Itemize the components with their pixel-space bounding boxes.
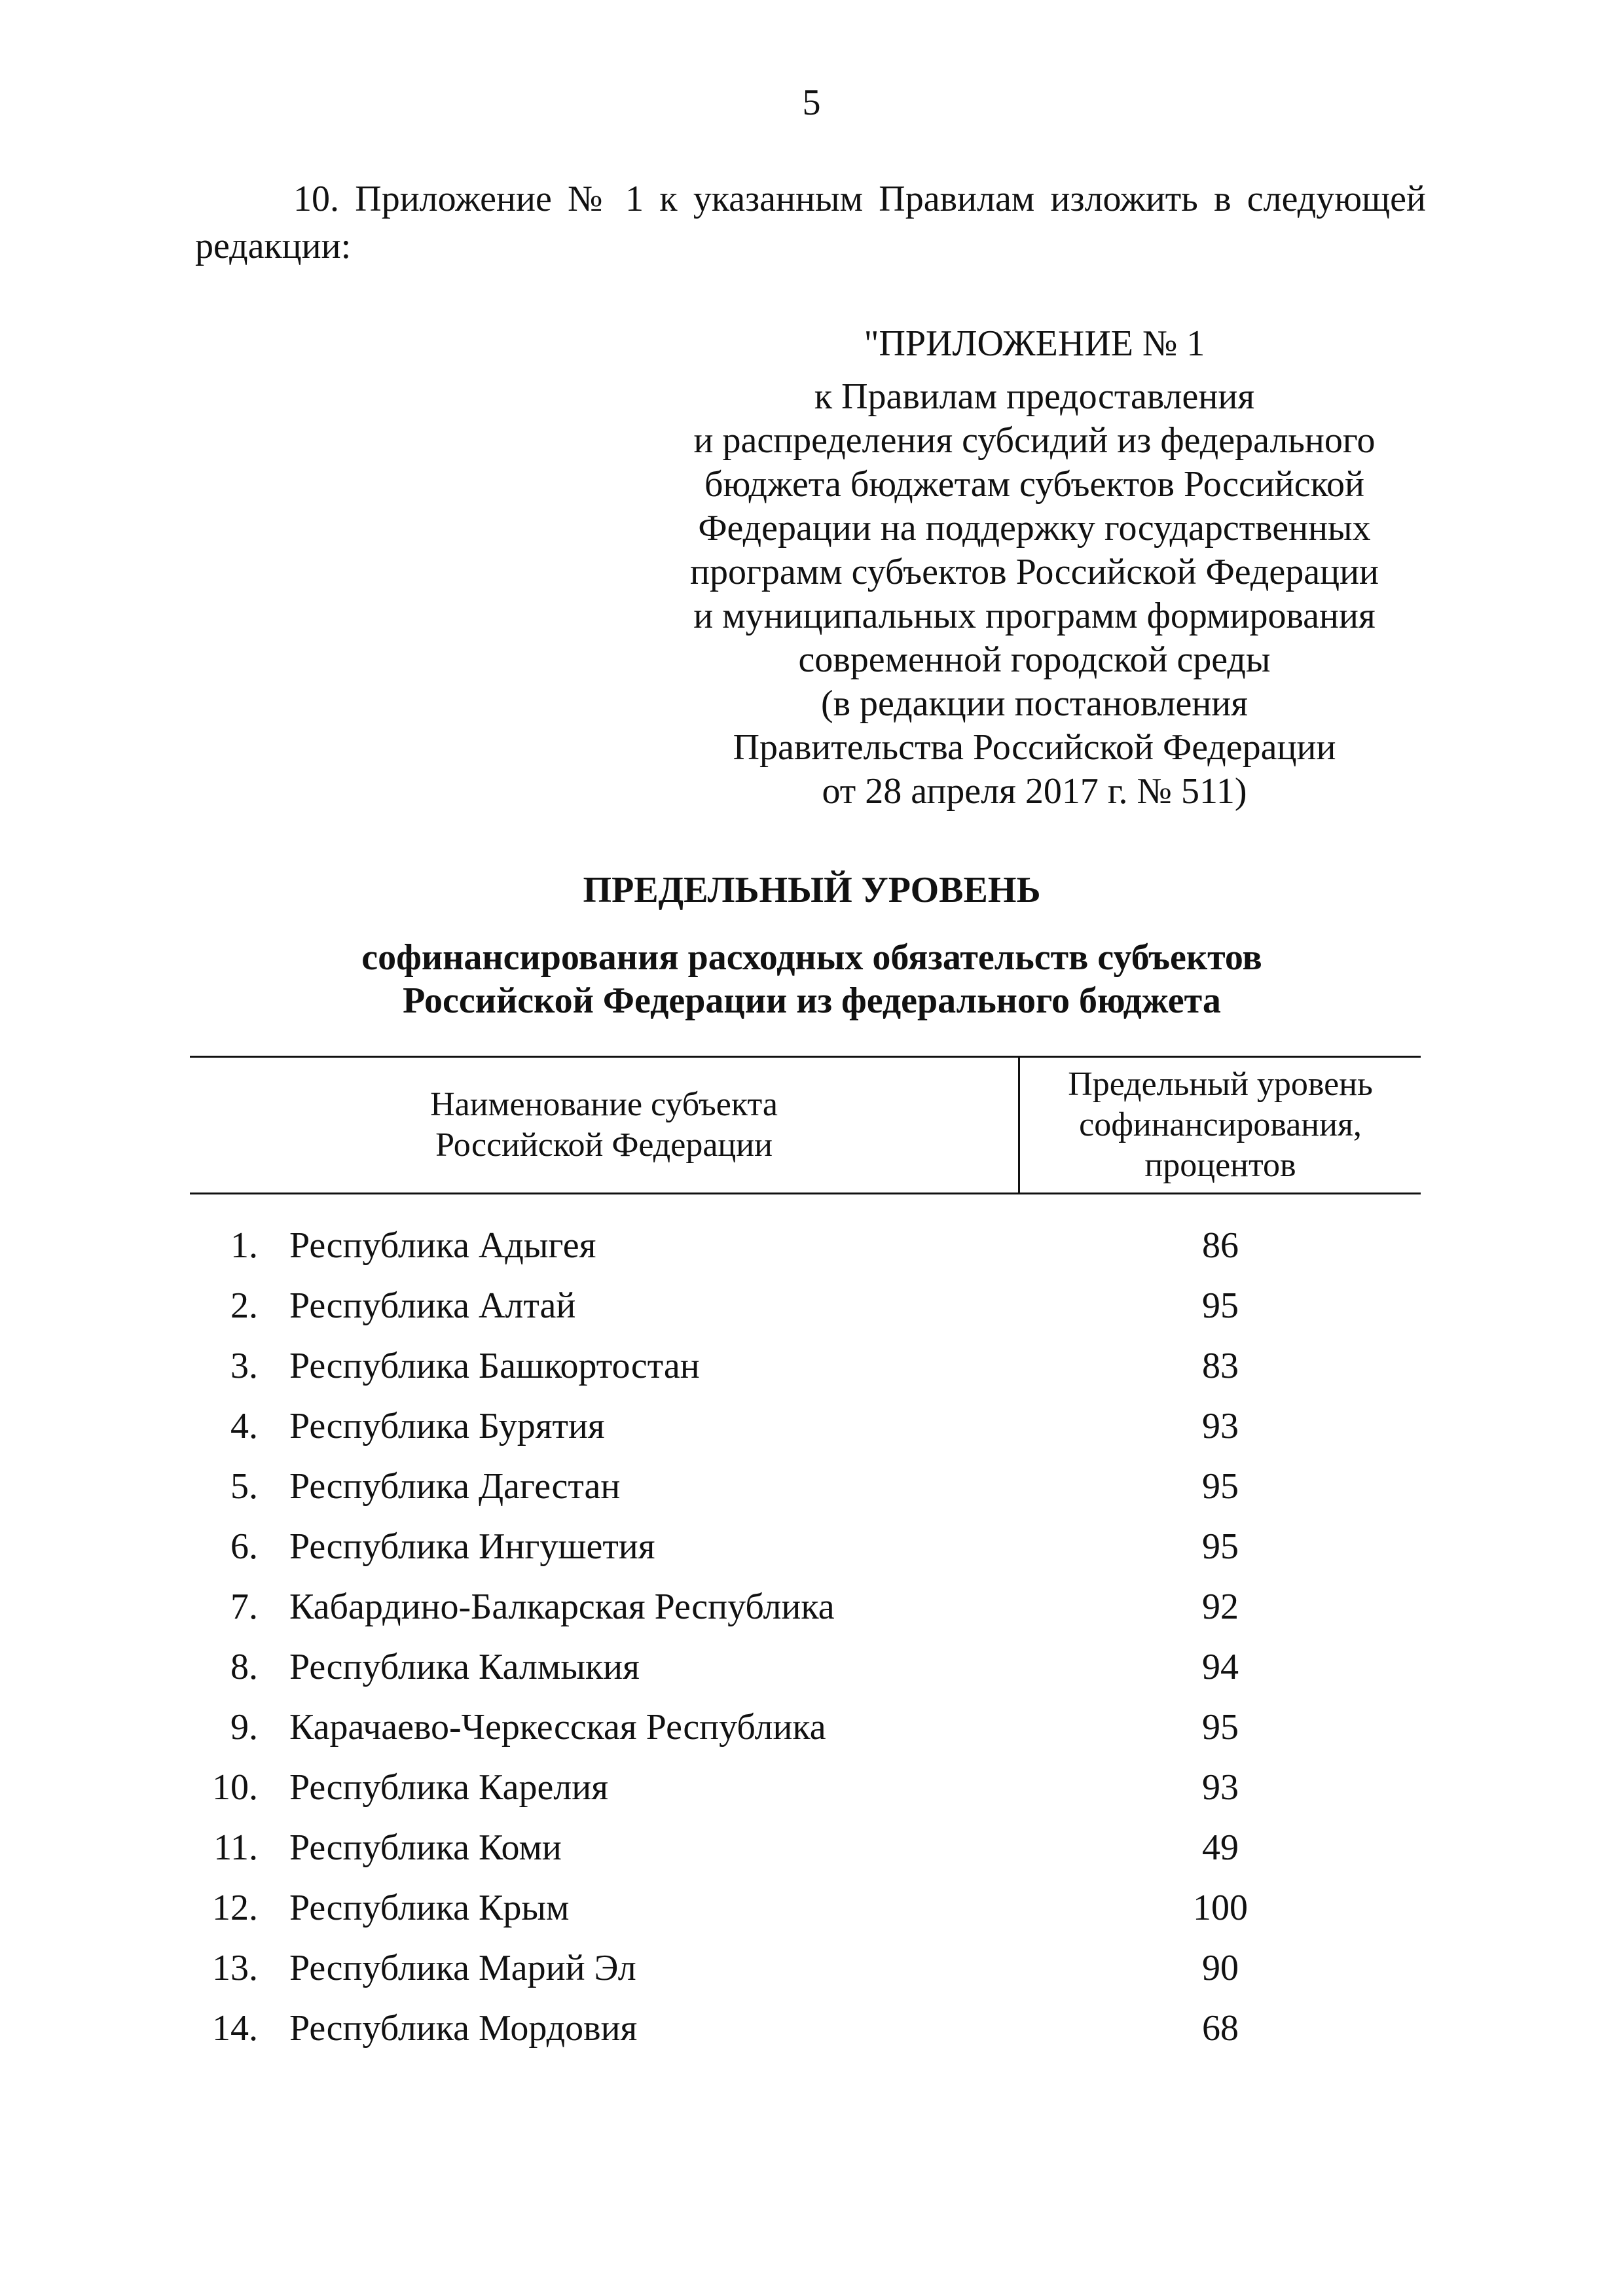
intro-line-2: редакции:: [195, 226, 352, 266]
row-cofinancing-value: 90: [1202, 1948, 1239, 1988]
subheading-line-2: Российской Федерации из федерального бюджета: [403, 980, 1221, 1021]
row-number: 7.: [230, 1587, 258, 1627]
row-cofinancing-value: 95: [1202, 1285, 1239, 1326]
row-subject-name: Республика Башкортостан: [289, 1346, 700, 1386]
row-cofinancing-value: 94: [1202, 1647, 1239, 1687]
table-row: [190, 1704, 1421, 1765]
appendix-block: [642, 322, 1427, 814]
table-row: [190, 1765, 1421, 1825]
table-body: [190, 1223, 1421, 2066]
row-subject-name: Республика Карелия: [289, 1767, 608, 1808]
appendix-line: программ субъектов Российской Федерации: [689, 552, 1379, 592]
row-subject-name: Республика Калмыкия: [289, 1647, 640, 1687]
table-row: [190, 1403, 1421, 1463]
row-number: 8.: [230, 1647, 258, 1687]
table-row: [190, 1463, 1421, 1524]
table-row: [190, 2005, 1421, 2066]
row-subject-name: Республика Ингушетия: [289, 1526, 655, 1567]
table-row: [190, 1945, 1421, 2005]
row-cofinancing-value: 92: [1202, 1587, 1239, 1627]
column-header-line: софинансирования,: [1079, 1106, 1362, 1143]
row-number: 13.: [212, 1948, 258, 1988]
table-row: [190, 1644, 1421, 1704]
table-row: [190, 1885, 1421, 1945]
table-row: [190, 1343, 1421, 1403]
row-number: 3.: [230, 1346, 258, 1386]
row-cofinancing-value: 68: [1202, 2008, 1239, 2049]
table-row: [190, 1825, 1421, 1885]
row-subject-name: Карачаево-Черкесская Республика: [289, 1707, 826, 1748]
document-subheading: [196, 936, 1427, 1022]
appendix-line: к Правилам предоставления: [814, 376, 1255, 417]
document-heading: ПРЕДЕЛЬНЫЙ УРОВЕНЬ: [583, 870, 1041, 910]
appendix-title: "ПРИЛОЖЕНИЕ № 1: [864, 323, 1205, 364]
column-header-line: процентов: [1144, 1147, 1296, 1184]
row-subject-name: Кабардино-Балкарская Республика: [289, 1587, 835, 1627]
row-subject-name: Республика Адыгея: [289, 1225, 596, 1266]
subheading-line-1: софинансирования расходных обязательств субъектов: [361, 937, 1262, 978]
row-cofinancing-value: 83: [1202, 1346, 1239, 1386]
table-row: [190, 1524, 1421, 1584]
page-number: 5: [802, 82, 821, 123]
row-subject-name: Республика Крым: [289, 1888, 570, 1928]
column-header-line: Предельный уровень: [1068, 1066, 1373, 1103]
row-cofinancing-value: 86: [1202, 1225, 1239, 1266]
row-cofinancing-value: 93: [1202, 1406, 1239, 1446]
row-subject-name: Республика Бурятия: [289, 1406, 605, 1446]
row-subject-name: Республика Марий Эл: [289, 1948, 636, 1988]
column-header-subject-name: [190, 1058, 1020, 1193]
appendix-line: от 28 апреля 2017 г. № 511): [822, 771, 1247, 812]
row-number: 1.: [230, 1225, 258, 1266]
appendix-line: Правительства Российской Федерации: [733, 727, 1336, 768]
row-number: 11.: [213, 1827, 258, 1868]
row-subject-name: Республика Коми: [289, 1827, 562, 1868]
table-row: [190, 1283, 1421, 1343]
row-number: 10.: [212, 1767, 258, 1808]
row-cofinancing-value: 95: [1202, 1707, 1239, 1748]
appendix-line: современной городской среды: [798, 639, 1271, 680]
table-row: [190, 1223, 1421, 1283]
row-subject-name: Республика Алтай: [289, 1285, 576, 1326]
row-number: 9.: [230, 1707, 258, 1748]
row-subject-name: Республика Дагестан: [289, 1466, 621, 1507]
intro-paragraph: [195, 175, 1426, 270]
appendix-line: бюджета бюджетам субъектов Российской: [704, 464, 1364, 505]
column-header-line: Наименование субъекта: [430, 1086, 778, 1123]
row-cofinancing-value: 93: [1202, 1767, 1239, 1808]
appendix-line: Федерации на поддержку государственных: [698, 508, 1371, 548]
row-number: 5.: [230, 1466, 258, 1507]
column-header-cofinancing-level: [1020, 1058, 1421, 1193]
appendix-line: и муниципальных программ формирования: [693, 596, 1376, 636]
appendix-line: и распределения субсидий из федерального: [693, 420, 1376, 461]
table-row: [190, 1584, 1421, 1644]
row-cofinancing-value: 95: [1202, 1466, 1239, 1507]
row-cofinancing-value: 100: [1193, 1888, 1248, 1928]
row-number: 14.: [212, 2008, 258, 2049]
column-header-line: Российской Федерации: [435, 1126, 773, 1164]
row-number: 4.: [230, 1406, 258, 1446]
intro-line-1: 10. Приложение № 1 к указанным Правилам изложить в следующей: [293, 179, 1426, 219]
row-number: 12.: [212, 1888, 258, 1928]
row-cofinancing-value: 95: [1202, 1526, 1239, 1567]
row-number: 6.: [230, 1526, 258, 1567]
row-subject-name: Республика Мордовия: [289, 2008, 638, 2049]
row-number: 2.: [230, 1285, 258, 1326]
appendix-line: (в редакции постановления: [820, 683, 1249, 724]
table-header: [190, 1056, 1421, 1194]
row-cofinancing-value: 49: [1202, 1827, 1239, 1868]
